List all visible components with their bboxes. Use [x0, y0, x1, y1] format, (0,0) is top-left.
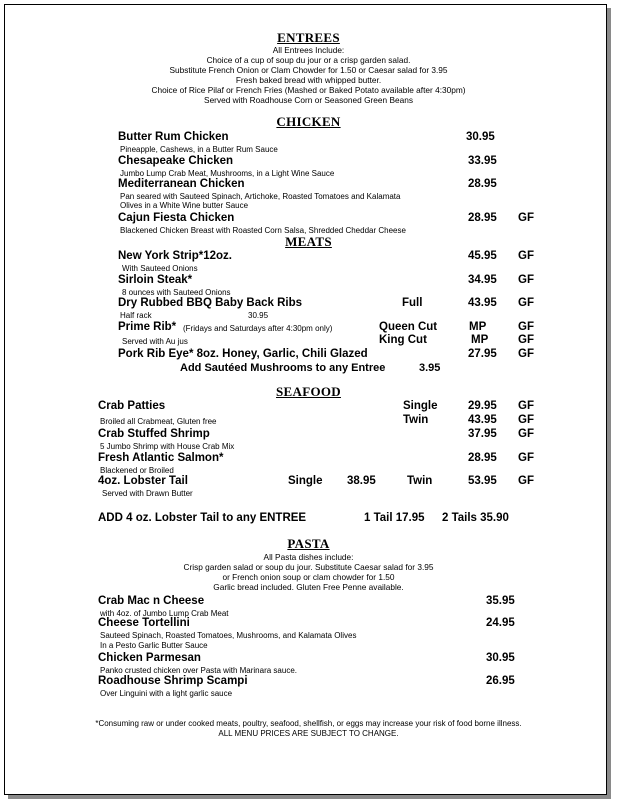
menu-item-desc: Pan seared with Sauteed Spinach, Artichoke, Roasted Tomatoes and Kalamata — [120, 192, 401, 201]
gluten-free-badge: GF — [518, 250, 534, 262]
portion-size: Twin — [403, 414, 429, 426]
portion-size: Single — [403, 400, 438, 412]
gluten-free-badge: GF — [518, 452, 534, 464]
menu-item-name: Sirloin Steak* — [118, 274, 193, 286]
menu-item-price: 38.95 — [347, 475, 376, 487]
menu-item-price: 29.95 — [468, 400, 497, 412]
menu-item-name: Fresh Atlantic Salmon* — [98, 452, 224, 464]
mushroom-addon-label: Add Sautéed Mushrooms to any Entree — [180, 362, 386, 374]
menu-item-desc: Panko crusted chicken over Pasta with Marinara sauce. — [100, 666, 297, 675]
footer-disclaimer — [0, 719, 617, 739]
portion-size: Queen Cut — [379, 321, 438, 333]
menu-item-price: 53.95 — [468, 475, 497, 487]
menu-item-name: Pork Rib Eye* 8oz. Honey, Garlic, Chili Glazed — [118, 348, 368, 360]
menu-item-name: Butter Rum Chicken — [118, 131, 229, 143]
menu-item-price: 34.95 — [468, 274, 497, 286]
entrees-heading: ENTREES — [277, 30, 340, 45]
menu-item-name: Prime Rib* — [118, 321, 177, 333]
menu-item-name: Cajun Fiesta Chicken — [118, 212, 235, 224]
menu-item-price: MP — [471, 334, 489, 346]
pasta-heading: PASTA — [287, 536, 330, 551]
menu-item-desc: with 4oz. of Jumbo Lump Crab Meat — [100, 609, 229, 618]
portion-size: King Cut — [379, 334, 427, 346]
gluten-free-badge: GF — [518, 348, 534, 360]
menu-item-desc: Served with Drawn Butter — [102, 489, 193, 498]
pasta-intro-line: Garlic bread included. Gluten Free Penne available. — [213, 582, 404, 592]
menu-item-price: 27.95 — [468, 348, 497, 360]
menu-item-price: 28.95 — [468, 178, 497, 190]
menu-item-desc: Jumbo Lump Crab Meat, Mushrooms, in a Light Wine Sauce — [120, 169, 335, 178]
menu-item-desc: Blackened or Broiled — [100, 466, 174, 475]
menu-item-price: 26.95 — [486, 675, 515, 687]
menu-item-desc: Served with Au jus — [122, 337, 188, 346]
menu-item-name: Dry Rubbed BBQ Baby Back Ribs — [118, 297, 303, 309]
gluten-free-badge: GF — [518, 475, 534, 487]
footer-line: ALL MENU PRICES ARE SUBJECT TO CHANGE. — [218, 729, 399, 738]
chicken-heading: CHICKEN — [276, 114, 341, 129]
menu-item-price: 35.95 — [486, 595, 515, 607]
lobster-addon-label: ADD 4 oz. Lobster Tail to any ENTREE — [98, 512, 307, 524]
menu-item-name: 4oz. Lobster Tail — [98, 475, 188, 487]
menu-item-price: MP — [469, 321, 487, 333]
menu-item-name: Crab Mac n Cheese — [98, 595, 205, 607]
menu-item-name: Crab Patties — [98, 400, 166, 412]
menu-item-name: Cheese Tortellini — [98, 617, 190, 629]
menu-item-price: 28.95 — [468, 452, 497, 464]
portion-size: Twin — [407, 475, 433, 487]
entrees-intro-line: All Entrees Include: — [272, 45, 345, 55]
mushroom-addon-price: 3.95 — [419, 362, 441, 374]
entrees-intro-line: Substitute French Onion or Clam Chowder for 1.50 or Caesar salad for 3.95 — [169, 65, 448, 75]
menu-item-desc: 8 ounces with Sauteed Onions — [122, 288, 231, 297]
menu-item-price: 33.95 — [468, 155, 497, 167]
entrees-intro-line: Fresh baked bread with whipped butter. — [235, 75, 382, 85]
seafood-heading: SEAFOOD — [276, 384, 341, 399]
menu-item-price: 24.95 — [486, 617, 515, 629]
menu-item-desc: With Sauteed Onions — [122, 264, 198, 273]
pasta-intro-line: All Pasta dishes include: — [263, 552, 354, 562]
gluten-free-badge: GF — [518, 428, 534, 440]
menu-item-desc: Sauteed Spinach, Roasted Tomatoes, Mushrooms, and Kalamata Olives — [100, 631, 357, 640]
menu-item-desc: 5 Jumbo Shrimp with House Crab Mix — [100, 442, 235, 451]
lobster-addon-one-tail: 1 Tail 17.95 — [364, 512, 425, 524]
lobster-addon-two-tails: 2 Tails 35.90 — [442, 512, 509, 524]
gluten-free-badge: GF — [518, 212, 534, 224]
entrees-intro-line: Choice of Rice Pilaf or French Fries (Mashed or Baked Potato available after 4:30pm) — [151, 85, 466, 95]
gluten-free-badge: GF — [518, 414, 534, 426]
menu-item-name: Mediterranean Chicken — [118, 178, 245, 190]
menu-item-desc: Olives in a White Wine butter Sauce — [120, 201, 249, 210]
menu-item-desc: Broiled all Crabmeat, Gluten free — [100, 417, 217, 426]
menu-item-desc: In a Pesto Garlic Butter Sauce — [100, 641, 208, 650]
menu-item-name: Chicken Parmesan — [98, 652, 201, 664]
entrees-intro-line: Choice of a cup of soup du jour or a crisp garden salad. — [206, 55, 411, 65]
gluten-free-badge: GF — [518, 400, 534, 412]
gluten-free-badge: GF — [518, 334, 534, 346]
gluten-free-badge: GF — [518, 274, 534, 286]
gluten-free-badge: GF — [518, 321, 534, 333]
menu-item-price: 43.95 — [468, 414, 497, 426]
menu-item-desc: Half rack — [120, 311, 152, 320]
menu-item-price: 43.95 — [468, 297, 497, 309]
menu-item-price: 30.95 — [466, 131, 495, 143]
menu-item-price: 28.95 — [468, 212, 497, 224]
menu-item-desc: Over Linguini with a light garlic sauce — [100, 689, 233, 698]
menu-item-name: New York Strip*12oz. — [118, 250, 232, 262]
menu-item-name: Crab Stuffed Shrimp — [98, 428, 210, 440]
menu-item-note: (Fridays and Saturdays after 4:30pm only) — [183, 324, 333, 333]
menu-item-price: 30.95 — [486, 652, 515, 664]
portion-size: Full — [402, 297, 423, 309]
footer-line: *Consuming raw or under cooked meats, poultry, seafood, shellfish, or eggs may increase your risk of food borne illness. — [95, 719, 522, 728]
entrees-intro-line: Served with Roadhouse Corn or Seasoned Green Beans — [204, 95, 413, 105]
pasta-intro — [0, 552, 617, 592]
pasta-intro-line: or French onion soup or clam chowder for 1.50 — [222, 572, 395, 582]
menu-item-price: 45.95 — [468, 250, 497, 262]
meats-heading: MEATS — [285, 234, 332, 249]
entrees-intro — [0, 45, 617, 105]
menu-item-name: Roadhouse Shrimp Scampi — [98, 675, 248, 687]
menu-item-name: Chesapeake Chicken — [118, 155, 234, 167]
half-rack-price: 30.95 — [248, 311, 269, 320]
menu-item-price: 37.95 — [468, 428, 497, 440]
gluten-free-badge: GF — [518, 297, 534, 309]
menu-item-desc: Pineapple, Cashews, in a Butter Rum Sauce — [120, 145, 278, 154]
menu-item-desc: Blackened Chicken Breast with Roasted Corn Salsa, Shredded Cheddar Cheese — [120, 226, 406, 235]
portion-size: Single — [288, 475, 323, 487]
pasta-intro-line: Crisp garden salad or soup du jour. Substitute Caesar salad for 3.95 — [183, 562, 434, 572]
